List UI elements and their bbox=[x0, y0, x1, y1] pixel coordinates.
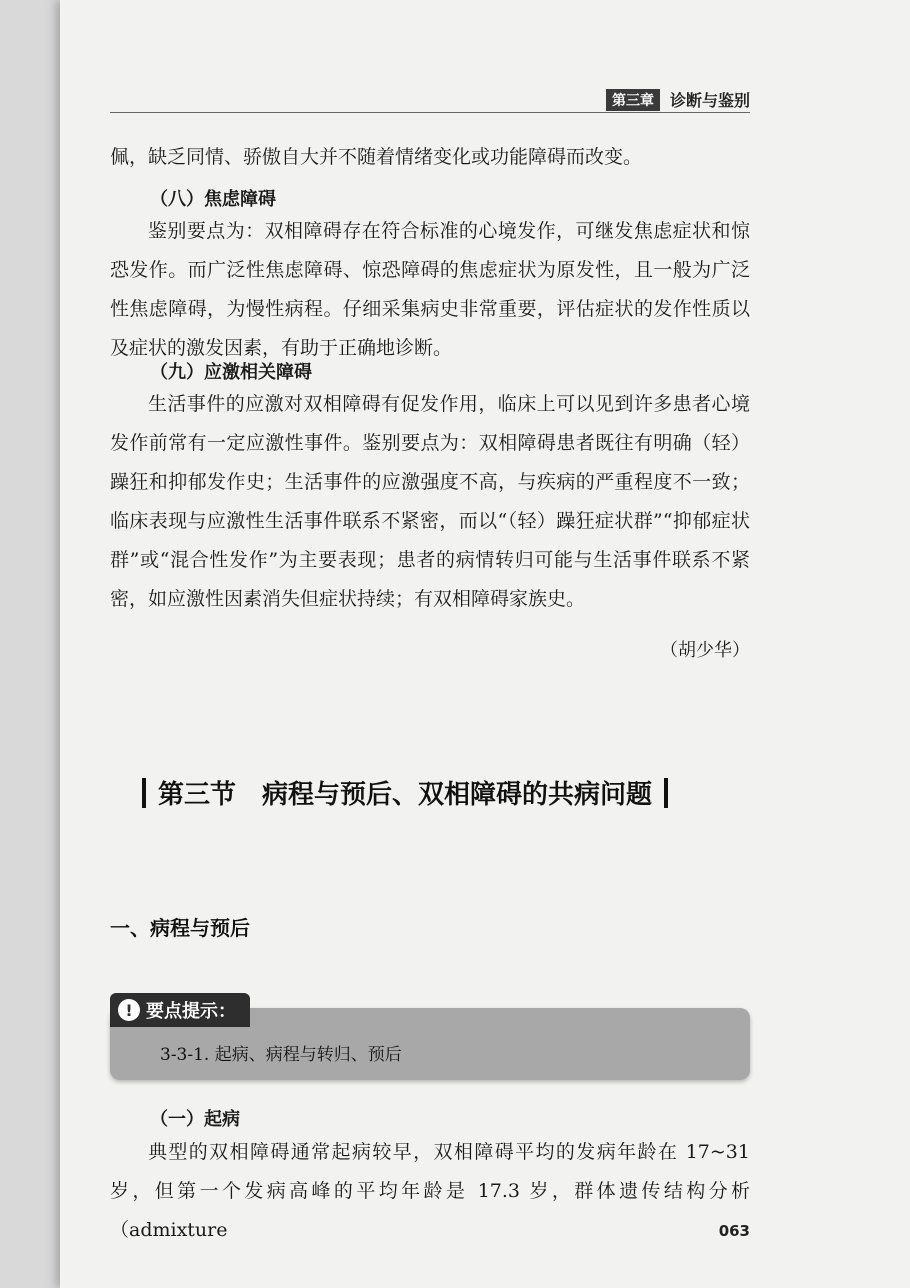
paragraph-onset: 典型的双相障碍通常起病较早，双相障碍平均的发病年龄在 17~31 岁，但第一个发病高峰的平均年龄是 17.3 岁，群体遗传结构分析（admixture bbox=[110, 1141, 750, 1241]
running-title: 诊断与鉴别 bbox=[669, 91, 750, 110]
paragraph-stress: 生活事件的应激对双相障碍有促发作用，临床上可以见到许多患者心境发作前常有一定应激性事件。鉴别要点为：双相障碍患者既往有明确（轻）躁狂和抑郁发作史；生活事件的应激强度不高，与疾病的严重程度不一致；临床表现与应激性生活事件联系不紧密，而以“（轻）躁狂症状群”“抑郁症状群”或“混合性发作”为主要表现；患者的病情转归可能与生活事件联系不紧密，如应激性因素消失但症状持续；有双相障碍家族史。 bbox=[110, 393, 750, 610]
subheading-stress: （九）应激相关障碍 bbox=[150, 362, 312, 383]
key-points-label bbox=[110, 993, 250, 1027]
paragraph-continuation: 佩，缺乏同情、骄傲自大并不随着情绪变化或功能障碍而改变。 bbox=[110, 146, 643, 168]
subheading-onset: （一）起病 bbox=[150, 1109, 240, 1130]
subheading-anxiety: （八）焦虑障碍 bbox=[150, 189, 276, 210]
key-point-item: 3-3-1. 起病、病程与转归、预后 bbox=[160, 1045, 402, 1065]
page-number: 063 bbox=[718, 1222, 750, 1240]
title-bar-right bbox=[664, 778, 668, 808]
header-rule bbox=[110, 112, 750, 113]
author-credit: （胡少华） bbox=[660, 640, 750, 661]
heading-course-prognosis: 一、病程与预后 bbox=[110, 916, 250, 940]
running-head bbox=[606, 88, 750, 111]
key-points-label-text: 要点提示： bbox=[146, 1001, 236, 1022]
title-bar-left bbox=[142, 778, 146, 808]
paragraph-anxiety: 鉴别要点为：双相障碍存在符合标准的心境发作，可继发焦虑症状和惊恐发作。而广泛性焦虑障碍、惊恐障碍的焦虑症状为原发性，且一般为广泛性焦虑障碍，为慢性病程。仔细采集病史非常重要，评估症状的发作性质以及症状的激发因素，有助于正确地诊断。 bbox=[110, 220, 750, 359]
section-title bbox=[60, 774, 750, 811]
exclamation-icon: ! bbox=[118, 999, 140, 1021]
section-title-text: 第三节 病程与预后、双相障碍的共病问题 bbox=[157, 780, 652, 810]
chapter-tag: 第三章 bbox=[606, 89, 660, 111]
book-page bbox=[60, 0, 910, 1288]
